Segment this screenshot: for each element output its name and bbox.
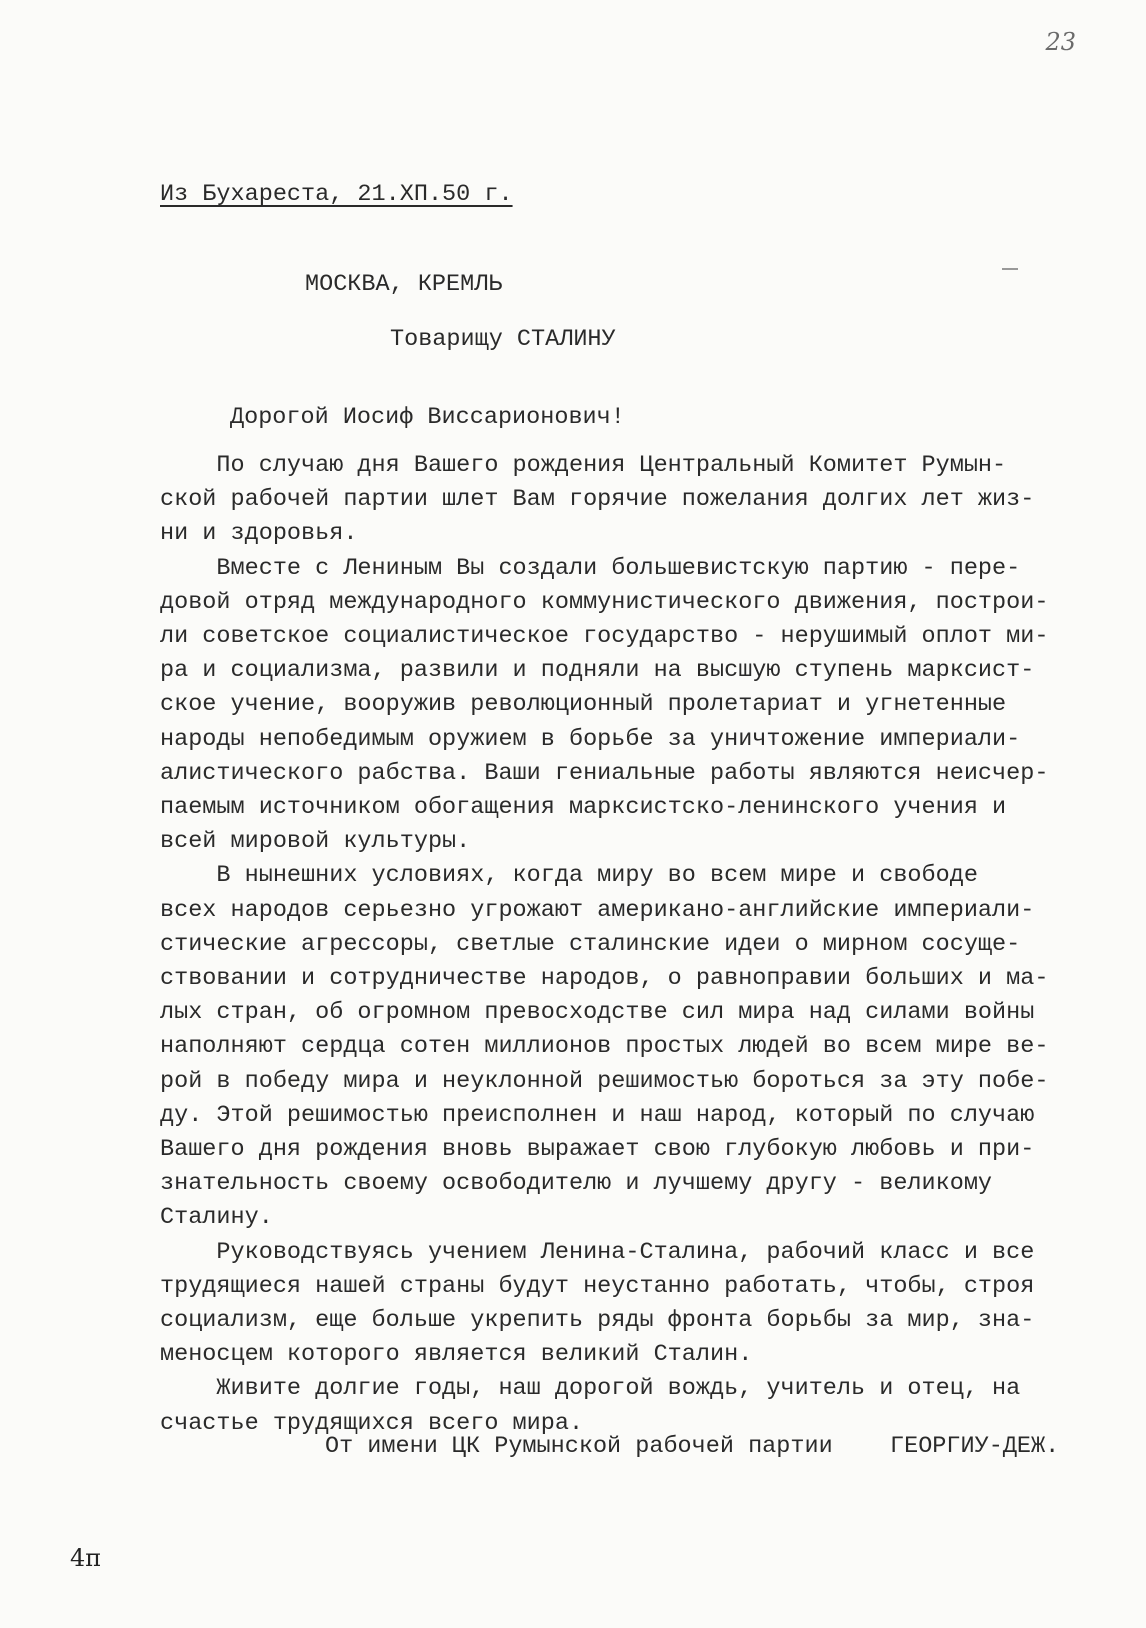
body-line: Вашего дня рождения вновь выражает свою глубокую любовь и при-	[160, 1136, 1035, 1163]
copy-mark: 4п	[70, 1544, 102, 1572]
stray-mark	[1002, 268, 1018, 270]
body-line: ли советское социалистическое государство - нерушимый оплот ми-	[160, 623, 1049, 650]
body-line: меносцем которого является великий Сталин.	[160, 1341, 753, 1369]
body-line: Сталину.	[160, 1204, 273, 1232]
body-line: рой в победу мира и неуклонной решимостью бороться за эту побе-	[160, 1067, 1049, 1095]
body-line: народы непобедимым оружием в борьбе за уничтожение империали-	[160, 725, 1021, 753]
body-line: ду. Этой решимостью преисполнен и наш народ, который по случаю	[160, 1101, 1035, 1129]
body-line: ра и социализма, развили и подняли на высшую ступень марксист-	[160, 657, 1035, 685]
body-line: Вместе с Лениным Вы создали большевистскую партию - пере-	[160, 554, 1021, 582]
body-line: ской рабочей партии шлет Вам горячие пожелания долгих лет жиз-	[160, 486, 1035, 514]
body-line: счастье трудящихся всего мира.	[160, 1409, 584, 1437]
body-line: лых стран, об огромном превосходстве сил мира над силами войны	[160, 999, 1035, 1027]
body-line: алистического рабства. Ваши гениальные работы являются неисчер-	[160, 759, 1049, 787]
body-line: всех народов серьезно угрожают американо-английские империали-	[160, 896, 1035, 924]
body-line: ни и здоровья.	[160, 520, 358, 548]
signature-on-behalf: От имени ЦК Румынской рабочей партии	[325, 1433, 833, 1460]
salutation: Дорогой Иосиф Виссарионович!	[230, 404, 625, 431]
body-line: знательность своему освободителю и лучшему другу - великому	[160, 1170, 993, 1198]
archive-page-number: 23	[1045, 28, 1076, 56]
body-line: Живите долгие годы, наш дорогой вождь, учитель и отец, на	[160, 1375, 1021, 1403]
body-line: социализм, еще больше укрепить ряды фронта борьбы за мир, зна-	[160, 1307, 1035, 1334]
body-line: В нынешних условиях, когда миру во всем мире и свободе	[160, 862, 978, 890]
body-line: ское учение, вооружив революционный пролетариат и угнетенные	[160, 691, 1007, 719]
body-line: всей мировой культуры.	[160, 828, 471, 856]
body-line: ствовании и сотрудничестве народов, о равноправии больших и ма-	[160, 965, 1049, 992]
letter-header-origin-date: Из Бухареста, 21.XП.50 г.	[160, 181, 513, 208]
signature-name: ГЕОРГИУ-ДЕЖ.	[890, 1433, 1060, 1460]
body-line: трудящиеся нашей страны будут неустанно работать, чтобы, строя	[160, 1272, 1035, 1300]
body-line: паемым источником обогащения марксистско-ленинского учения и	[160, 794, 1007, 821]
body-line: наполняют сердца сотен миллионов простых людей во всем мире ве-	[160, 1033, 1049, 1061]
body-line: Руководствуясь учением Ленина-Сталина, рабочий класс и все	[160, 1238, 1035, 1266]
address-recipient: Товарищу СТАЛИНУ	[390, 326, 616, 353]
body-line: стические агрессоры, светлые сталинские идеи о мирном сосуще-	[160, 930, 1021, 958]
address-city: МОСКВА, КРЕМЛЬ	[305, 271, 503, 298]
body-line: довой отряд международного коммунистического движения, построи-	[160, 588, 1049, 616]
body-line: По случаю дня Вашего рождения Центральный Комитет Румын-	[160, 452, 1007, 479]
